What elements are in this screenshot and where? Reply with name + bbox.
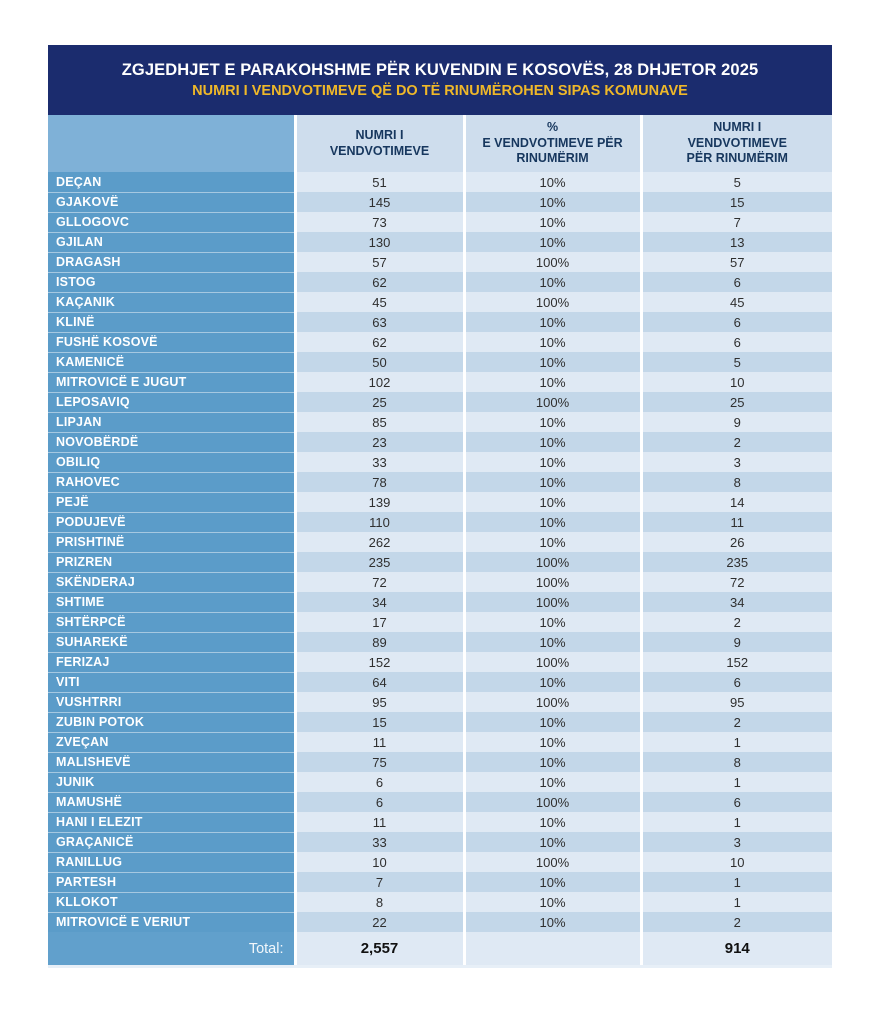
table-row bbox=[48, 772, 832, 792]
vendvotime-cell: 85 bbox=[295, 412, 464, 432]
percent-cell: 100% bbox=[464, 792, 641, 812]
table-row bbox=[48, 712, 832, 732]
rinumerim-cell: 10 bbox=[641, 852, 832, 872]
percent-cell: 10% bbox=[464, 712, 641, 732]
percent-cell: 10% bbox=[464, 772, 641, 792]
vendvotime-cell: 17 bbox=[295, 612, 464, 632]
vendvotime-cell: 34 bbox=[295, 592, 464, 612]
table-row bbox=[48, 832, 832, 852]
percent-cell: 10% bbox=[464, 192, 641, 212]
municipality-cell: KAÇANIK bbox=[48, 292, 295, 312]
table-row bbox=[48, 232, 832, 252]
table-row bbox=[48, 652, 832, 672]
table-row bbox=[48, 872, 832, 892]
vendvotime-cell: 72 bbox=[295, 572, 464, 592]
rinumerim-cell: 3 bbox=[641, 832, 832, 852]
table-row bbox=[48, 352, 832, 372]
municipality-cell: KAMENICË bbox=[48, 352, 295, 372]
table-row bbox=[48, 212, 832, 232]
total-percent bbox=[464, 932, 641, 965]
municipality-cell: RAHOVEC bbox=[48, 472, 295, 492]
table-row bbox=[48, 892, 832, 912]
vendvotime-cell: 25 bbox=[295, 392, 464, 412]
rinumerim-cell: 2 bbox=[641, 712, 832, 732]
table-row bbox=[48, 432, 832, 452]
rinumerim-cell: 26 bbox=[641, 532, 832, 552]
table-row bbox=[48, 692, 832, 712]
rinumerim-cell: 6 bbox=[641, 792, 832, 812]
vendvotime-cell: 6 bbox=[295, 772, 464, 792]
recount-table bbox=[48, 115, 832, 965]
table-row bbox=[48, 672, 832, 692]
percent-cell: 100% bbox=[464, 572, 641, 592]
rinumerim-cell: 9 bbox=[641, 412, 832, 432]
table-bottom-strip bbox=[48, 965, 832, 968]
municipality-cell: DRAGASH bbox=[48, 252, 295, 272]
table-row bbox=[48, 632, 832, 652]
municipality-cell: GLLOGOVC bbox=[48, 212, 295, 232]
municipality-cell: JUNIK bbox=[48, 772, 295, 792]
table-row bbox=[48, 612, 832, 632]
percent-cell: 10% bbox=[464, 272, 641, 292]
rinumerim-cell: 13 bbox=[641, 232, 832, 252]
total-row bbox=[48, 932, 832, 965]
rinumerim-cell: 6 bbox=[641, 272, 832, 292]
vendvotime-cell: 235 bbox=[295, 552, 464, 572]
percent-cell: 100% bbox=[464, 392, 641, 412]
percent-cell: 10% bbox=[464, 872, 641, 892]
vendvotime-cell: 145 bbox=[295, 192, 464, 212]
table-row bbox=[48, 532, 832, 552]
rinumerim-cell: 6 bbox=[641, 312, 832, 332]
table-row bbox=[48, 372, 832, 392]
municipality-cell: SUHAREKË bbox=[48, 632, 295, 652]
rinumerim-cell: 2 bbox=[641, 912, 832, 932]
vendvotime-cell: 10 bbox=[295, 852, 464, 872]
table-row bbox=[48, 172, 832, 192]
rinumerim-cell: 1 bbox=[641, 812, 832, 832]
column-header-cell: NUMRI I VENDVOTIMEVE bbox=[295, 115, 464, 172]
table-row bbox=[48, 792, 832, 812]
table-row bbox=[48, 412, 832, 432]
vendvotime-cell: 64 bbox=[295, 672, 464, 692]
vendvotime-cell: 15 bbox=[295, 712, 464, 732]
table-body bbox=[48, 172, 832, 932]
rinumerim-cell: 1 bbox=[641, 772, 832, 792]
table-row bbox=[48, 252, 832, 272]
municipality-cell: RANILLUG bbox=[48, 852, 295, 872]
vendvotime-cell: 110 bbox=[295, 512, 464, 532]
vendvotime-cell: 78 bbox=[295, 472, 464, 492]
municipality-cell: MALISHEVË bbox=[48, 752, 295, 772]
municipality-cell: DEÇAN bbox=[48, 172, 295, 192]
municipality-cell: LEPOSAVIQ bbox=[48, 392, 295, 412]
table-row bbox=[48, 292, 832, 312]
municipality-cell: PRISHTINË bbox=[48, 532, 295, 552]
table-row bbox=[48, 512, 832, 532]
percent-cell: 100% bbox=[464, 592, 641, 612]
column-header-cell: NUMRI I VENDVOTIMEVE PËR RINUMËRIM bbox=[641, 115, 832, 172]
vendvotime-cell: 11 bbox=[295, 812, 464, 832]
municipality-cell: GJAKOVË bbox=[48, 192, 295, 212]
percent-cell: 10% bbox=[464, 212, 641, 232]
page-title: ZGJEDHJET E PARAKOHSHME PËR KUVENDIN E KOSOVËS, 28 DHJETOR 2025 bbox=[121, 61, 759, 79]
vendvotime-cell: 23 bbox=[295, 432, 464, 452]
percent-cell: 10% bbox=[464, 472, 641, 492]
vendvotime-cell: 152 bbox=[295, 652, 464, 672]
municipality-cell: FERIZAJ bbox=[48, 652, 295, 672]
percent-cell: 10% bbox=[464, 752, 641, 772]
table-row bbox=[48, 572, 832, 592]
rinumerim-cell: 10 bbox=[641, 372, 832, 392]
rinumerim-cell: 8 bbox=[641, 472, 832, 492]
vendvotime-cell: 62 bbox=[295, 272, 464, 292]
percent-cell: 10% bbox=[464, 892, 641, 912]
percent-cell: 10% bbox=[464, 672, 641, 692]
municipality-cell: PARTESH bbox=[48, 872, 295, 892]
rinumerim-cell: 5 bbox=[641, 352, 832, 372]
percent-cell: 10% bbox=[464, 612, 641, 632]
vendvotime-cell: 8 bbox=[295, 892, 464, 912]
municipality-cell: ZUBIN POTOK bbox=[48, 712, 295, 732]
municipality-cell: PODUJEVË bbox=[48, 512, 295, 532]
table-row bbox=[48, 552, 832, 572]
column-header-cell: % E VENDVOTIMEVE PËR RINUMËRIM bbox=[464, 115, 641, 172]
vendvotime-cell: 45 bbox=[295, 292, 464, 312]
vendvotime-cell: 11 bbox=[295, 732, 464, 752]
table-row bbox=[48, 732, 832, 752]
municipality-cell: FUSHË KOSOVË bbox=[48, 332, 295, 352]
municipality-cell: VUSHTRRI bbox=[48, 692, 295, 712]
page-subtitle: NUMRI I VENDVOTIMEVE QË DO TË RINUMËROHEN SIPAS KOMUNAVE bbox=[192, 83, 688, 99]
table-row bbox=[48, 192, 832, 212]
percent-cell: 100% bbox=[464, 652, 641, 672]
total-vendvotime: 2,557 bbox=[295, 932, 464, 965]
vendvotime-cell: 102 bbox=[295, 372, 464, 392]
municipality-cell: KLINË bbox=[48, 312, 295, 332]
total-label: Total: bbox=[48, 932, 295, 965]
rinumerim-cell: 15 bbox=[641, 192, 832, 212]
rinumerim-cell: 7 bbox=[641, 212, 832, 232]
percent-cell: 10% bbox=[464, 832, 641, 852]
percent-cell: 10% bbox=[464, 632, 641, 652]
percent-cell: 10% bbox=[464, 912, 641, 932]
rinumerim-cell: 57 bbox=[641, 252, 832, 272]
percent-cell: 10% bbox=[464, 172, 641, 192]
table-footer bbox=[48, 932, 832, 965]
rinumerim-cell: 1 bbox=[641, 732, 832, 752]
municipality-cell: GRAÇANICË bbox=[48, 832, 295, 852]
percent-cell: 100% bbox=[464, 552, 641, 572]
vendvotime-cell: 95 bbox=[295, 692, 464, 712]
percent-cell: 10% bbox=[464, 372, 641, 392]
recount-table-sheet bbox=[48, 45, 832, 968]
table-header-row bbox=[48, 115, 832, 172]
percent-cell: 10% bbox=[464, 812, 641, 832]
corner-header-cell bbox=[48, 115, 295, 172]
rinumerim-cell: 34 bbox=[641, 592, 832, 612]
rinumerim-cell: 6 bbox=[641, 332, 832, 352]
table-row bbox=[48, 332, 832, 352]
municipality-cell: MITROVICË E JUGUT bbox=[48, 372, 295, 392]
vendvotime-cell: 33 bbox=[295, 452, 464, 472]
table-row bbox=[48, 312, 832, 332]
municipality-cell: MAMUSHË bbox=[48, 792, 295, 812]
rinumerim-cell: 45 bbox=[641, 292, 832, 312]
municipality-cell: GJILAN bbox=[48, 232, 295, 252]
vendvotime-cell: 22 bbox=[295, 912, 464, 932]
vendvotime-cell: 57 bbox=[295, 252, 464, 272]
percent-cell: 10% bbox=[464, 232, 641, 252]
title-band bbox=[48, 45, 832, 115]
table-row bbox=[48, 852, 832, 872]
rinumerim-cell: 11 bbox=[641, 512, 832, 532]
municipality-cell: KLLOKOT bbox=[48, 892, 295, 912]
municipality-cell: LIPJAN bbox=[48, 412, 295, 432]
rinumerim-cell: 2 bbox=[641, 612, 832, 632]
rinumerim-cell: 3 bbox=[641, 452, 832, 472]
percent-cell: 10% bbox=[464, 332, 641, 352]
municipality-cell: PRIZREN bbox=[48, 552, 295, 572]
rinumerim-cell: 1 bbox=[641, 892, 832, 912]
table-row bbox=[48, 392, 832, 412]
municipality-cell: PEJË bbox=[48, 492, 295, 512]
municipality-cell: HANI I ELEZIT bbox=[48, 812, 295, 832]
vendvotime-cell: 63 bbox=[295, 312, 464, 332]
table-header bbox=[48, 115, 832, 172]
total-rinumerim: 914 bbox=[641, 932, 832, 965]
municipality-cell: OBILIQ bbox=[48, 452, 295, 472]
rinumerim-cell: 8 bbox=[641, 752, 832, 772]
percent-cell: 10% bbox=[464, 492, 641, 512]
vendvotime-cell: 262 bbox=[295, 532, 464, 552]
rinumerim-cell: 235 bbox=[641, 552, 832, 572]
vendvotime-cell: 51 bbox=[295, 172, 464, 192]
table-row bbox=[48, 912, 832, 932]
municipality-cell: SKËNDERAJ bbox=[48, 572, 295, 592]
vendvotime-cell: 50 bbox=[295, 352, 464, 372]
rinumerim-cell: 14 bbox=[641, 492, 832, 512]
percent-cell: 10% bbox=[464, 512, 641, 532]
rinumerim-cell: 6 bbox=[641, 672, 832, 692]
rinumerim-cell: 2 bbox=[641, 432, 832, 452]
percent-cell: 100% bbox=[464, 692, 641, 712]
vendvotime-cell: 6 bbox=[295, 792, 464, 812]
table-row bbox=[48, 272, 832, 292]
rinumerim-cell: 152 bbox=[641, 652, 832, 672]
rinumerim-cell: 25 bbox=[641, 392, 832, 412]
rinumerim-cell: 9 bbox=[641, 632, 832, 652]
percent-cell: 10% bbox=[464, 452, 641, 472]
table-row bbox=[48, 472, 832, 492]
table-row bbox=[48, 492, 832, 512]
vendvotime-cell: 33 bbox=[295, 832, 464, 852]
vendvotime-cell: 7 bbox=[295, 872, 464, 892]
vendvotime-cell: 139 bbox=[295, 492, 464, 512]
vendvotime-cell: 73 bbox=[295, 212, 464, 232]
vendvotime-cell: 130 bbox=[295, 232, 464, 252]
rinumerim-cell: 95 bbox=[641, 692, 832, 712]
percent-cell: 10% bbox=[464, 312, 641, 332]
percent-cell: 100% bbox=[464, 852, 641, 872]
percent-cell: 10% bbox=[464, 432, 641, 452]
table-row bbox=[48, 452, 832, 472]
percent-cell: 10% bbox=[464, 532, 641, 552]
percent-cell: 100% bbox=[464, 252, 641, 272]
table-row bbox=[48, 812, 832, 832]
table-row bbox=[48, 752, 832, 772]
municipality-cell: VITI bbox=[48, 672, 295, 692]
percent-cell: 10% bbox=[464, 412, 641, 432]
municipality-cell: SHTËRPCË bbox=[48, 612, 295, 632]
percent-cell: 10% bbox=[464, 732, 641, 752]
percent-cell: 10% bbox=[464, 352, 641, 372]
rinumerim-cell: 1 bbox=[641, 872, 832, 892]
table-row bbox=[48, 592, 832, 612]
vendvotime-cell: 89 bbox=[295, 632, 464, 652]
percent-cell: 100% bbox=[464, 292, 641, 312]
municipality-cell: NOVOBËRDË bbox=[48, 432, 295, 452]
municipality-cell: ZVEÇAN bbox=[48, 732, 295, 752]
municipality-cell: SHTIME bbox=[48, 592, 295, 612]
municipality-cell: MITROVICË E VERIUT bbox=[48, 912, 295, 932]
vendvotime-cell: 62 bbox=[295, 332, 464, 352]
municipality-cell: ISTOG bbox=[48, 272, 295, 292]
rinumerim-cell: 72 bbox=[641, 572, 832, 592]
rinumerim-cell: 5 bbox=[641, 172, 832, 192]
vendvotime-cell: 75 bbox=[295, 752, 464, 772]
